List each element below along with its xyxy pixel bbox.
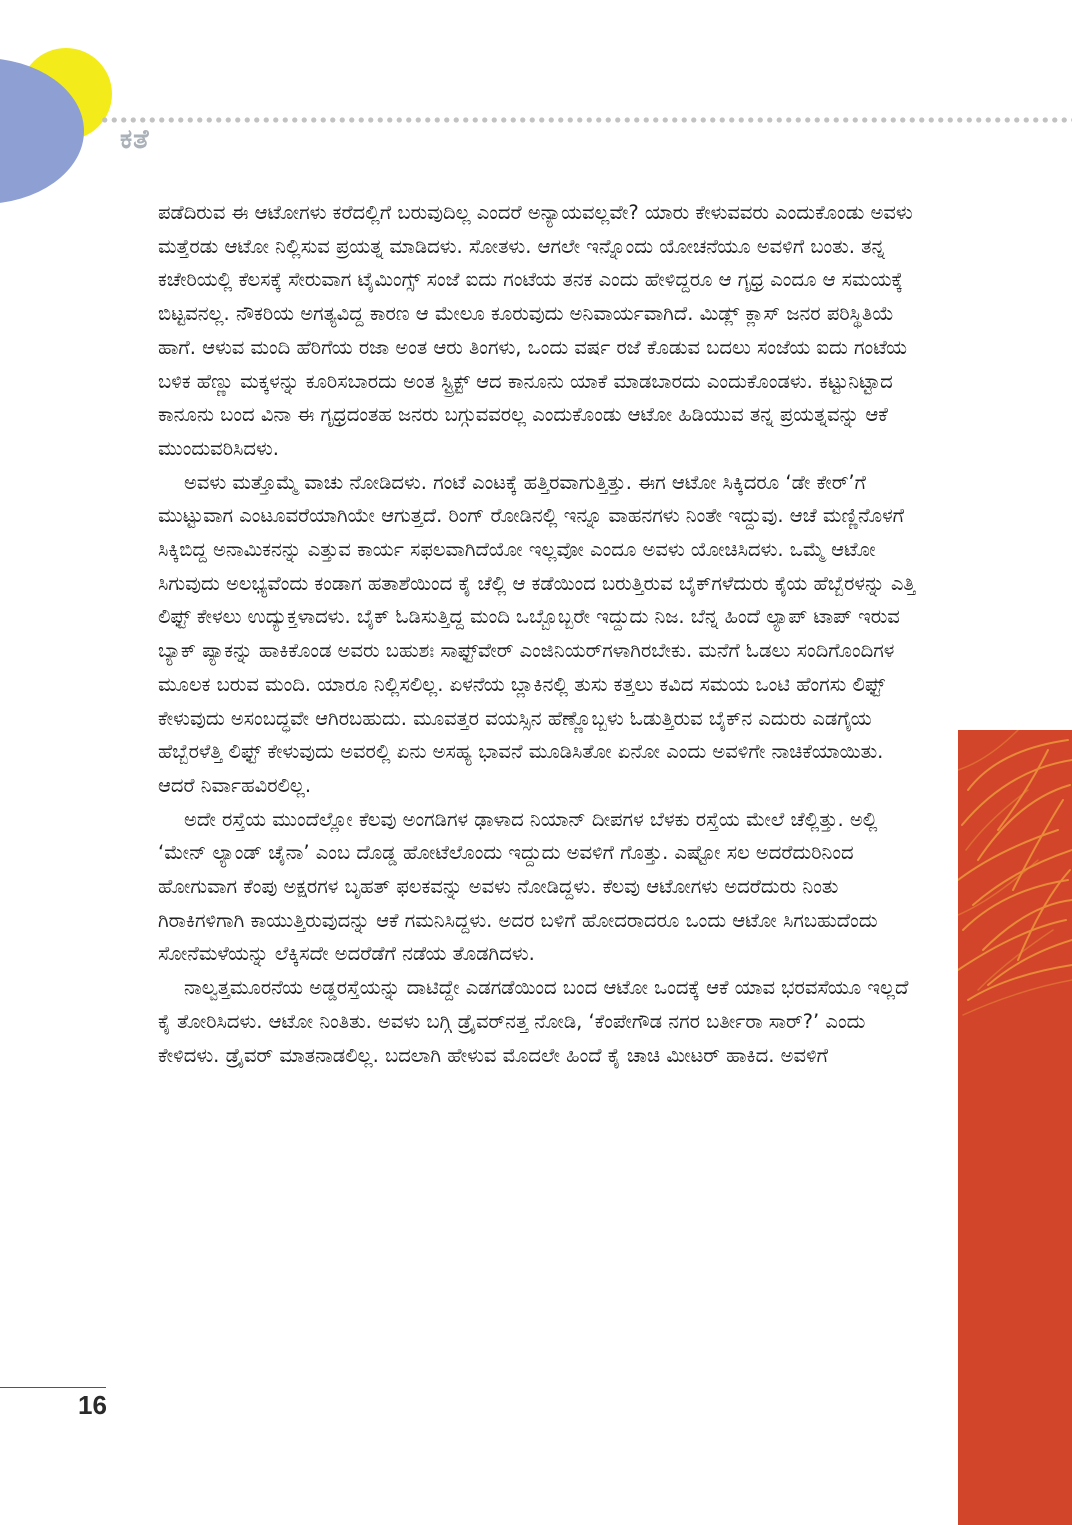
story-paragraph-4: ನಾಲ್ವತ್ತಮೂರನೆಯ ಅಡ್ಡರಸ್ತೆಯನ್ನು ದಾಟಿದ್ದೇ ಎಡಗಡೆಯಿಂದ ಬಂದ ಆಟೋ ಒಂದಕ್ಕೆ ಆಕೆ ಯಾವ ಭರವಸೆಯೂ ಇಲ್ಲದೆ ಕೈ ತೋರಿಸಿದಳು. ಆಟೋ ನಿಂತಿತು. ಅವಳು ಬಗ್ಗಿ ಡ್ರೈವರ್‌ನತ್ತ ನೋಡಿ, ‘ಕೆಂಪೇಗೌಡ ನಗರ ಬರ್ತೀರಾ ಸಾರ್?’ ಎಂದು ಕೇಳಿದಳು. ಡ್ರೈವರ್ ಮಾತನಾಡಲಿಲ್ಲ. ಬದಲಾಗಿ ಹೇಳುವ ಮೊದಲೇ ಹಿಂದೆ ಕೈ ಚಾಚಿ ಮೀಟರ್ ಹಾಕಿದ. ಅವಳಿಗೆ — [158, 976, 909, 1067]
story-body — [158, 196, 918, 1072]
brush-texture — [958, 730, 1072, 1525]
dotted-header-rule — [100, 116, 1072, 124]
decorative-red-panel — [958, 730, 1072, 1525]
footer-rule — [0, 1387, 106, 1388]
story-paragraph-1: ಪಡೆದಿರುವ ಈ ಆಟೋಗಳು ಕರೆದಲ್ಲಿಗೆ ಬರುವುದಿಲ್ಲ ಎಂದರೆ ಅನ್ಯಾಯವಲ್ಲವೇ? ಯಾರು ಕೇಳುವವರು ಎಂದುಕೊಂಡು ಅವಳು ಮತ್ತೆರಡು ಆಟೋ ನಿಲ್ಲಿಸುವ ಪ್ರಯತ್ನ ಮಾಡಿದಳು. ಸೋತಳು. ಆಗಲೇ ಇನ್ನೊಂದು ಯೋಚನೆಯೂ ಅವಳಿಗೆ ಬಂತು. ತನ್ನ ಕಚೇರಿಯಲ್ಲಿ ಕೆಲಸಕ್ಕೆ ಸೇರುವಾಗ ಟೈಮಿಂಗ್ಸ್ ಸಂಜೆ ಐದು ಗಂಟೆಯ ತನಕ ಎಂದು ಹೇಳಿದ್ದರೂ ಆ ಗೃಧ್ರ ಎಂದೂ ಆ ಸಮಯಕ್ಕೆ ಬಿಟ್ಟವನಲ್ಲ. ನೌಕರಿಯ ಅಗತ್ಯವಿದ್ದ ಕಾರಣ ಆ ಮೇಲೂ ಕೂರುವುದು ಅನಿವಾರ್ಯವಾಗಿದೆ. ಮಿಡ್ಲ್ ಕ್ಲಾಸ್ ಜನರ ಪರಿಸ್ಥಿತಿಯೆ ಹಾಗೆ. ಆಳುವ ಮಂದಿ ಹೆರಿಗೆಯ ರಜಾ ಅಂತ ಆರು ತಿಂಗಳು, ಒಂದು ವರ್ಷ ರಜೆ ಕೊಡುವ ಬದಲು ಸಂಜೆಯ ಐದು ಗಂಟೆಯ ಬಳಿಕ ಹೆಣ್ಣು ಮಕ್ಕಳನ್ನು ಕೂರಿಸಬಾರದು ಅಂತ ಸ್ಟ್ರಿಕ್ಟ್ ಆದ ಕಾನೂನು ಯಾಕೆ ಮಾಡಬಾರದು ಎಂದುಕೊಂಡಳು. ಕಟ್ಟುನಿಟ್ಟಾದ ಕಾನೂನು ಬಂದ ವಿನಾ ಈ ಗೃಧ್ರದಂತಹ ಜನರು ಬಗ್ಗುವವರಲ್ಲ ಎಂದುಕೊಂಡು ಆಟೋ ಹಿಡಿಯುವ ತನ್ನ ಪ್ರಯತ್ನವನ್ನು ಆಕೆ ಮುಂದುವರಿಸಿದಳು. — [158, 201, 913, 460]
page-number: 16 — [78, 1390, 107, 1420]
section-label: ಕತೆ — [120, 124, 150, 155]
story-paragraph-2: ಅವಳು ಮತ್ತೊಮ್ಮೆ ವಾಚು ನೋಡಿದಳು. ಗಂಟೆ ಎಂಟಕ್ಕೆ ಹತ್ತಿರವಾಗುತ್ತಿತ್ತು. ಈಗ ಆಟೋ ಸಿಕ್ಕಿದರೂ ‘ಡೇ ಕೇರ್’ಗೆ ಮುಟ್ಟುವಾಗ ಎಂಟೂವರೆಯಾಗಿಯೇ ಆಗುತ್ತದೆ. ರಿಂಗ್ ರೋಡಿನಲ್ಲಿ ಇನ್ನೂ ವಾಹನಗಳು ನಿಂತೇ ಇದ್ದುವು. ಆಚೆ ಮಣ್ಣಿನೊಳಗೆ ಸಿಕ್ಕಿಬಿದ್ದ ಅನಾಮಿಕನನ್ನು ಎತ್ತುವ ಕಾರ್ಯ ಸಫಲವಾಗಿದೆಯೋ ಇಲ್ಲವೋ ಎಂದೂ ಅವಳು ಯೋಚಿಸಿದಳು. ಒಮ್ಮೆ ಆಟೋ ಸಿಗುವುದು ಅಲಭ್ಯವೆಂದು ಕಂಡಾಗ ಹತಾಶೆಯಿಂದ ಕೈ ಚೆಲ್ಲಿ ಆ ಕಡೆಯಿಂದ ಬರುತ್ತಿರುವ ಬೈಕ್‌ಗಳೆದುರು ಕೈಯ ಹೆಬ್ಬೆರಳನ್ನು ಎತ್ತಿ ಲಿಫ್ಟ್ ಕೇಳಲು ಉದ್ಯುಕ್ತಳಾದಳು. ಬೈಕ್ ಓಡಿಸುತ್ತಿದ್ದ ಮಂದಿ ಒಬ್ಬೊಬ್ಬರೇ ಇದ್ದುದು ನಿಜ. ಬೆನ್ನ ಹಿಂದೆ ಲ್ಯಾಪ್ ಟಾಪ್ ಇರುವ ಬ್ಯಾಕ್ ಪ್ಯಾಕನ್ನು ಹಾಕಿಕೊಂಡ ಅವರು ಬಹುಶಃ ಸಾಫ್ಟ್‌ವೇರ್ ಎಂಜಿನಿಯರ್‌ಗಳಾಗಿರಬೇಕು. ಮನೆಗೆ ಓಡಲು ಸಂದಿಗೊಂದಿಗಳ ಮೂಲಕ ಬರುವ ಮಂದಿ. ಯಾರೂ ನಿಲ್ಲಿಸಲಿಲ್ಲ. ಏಳನೆಯ ಬ್ಲಾಕಿನಲ್ಲಿ ತುಸು ಕತ್ತಲು ಕವಿದ ಸಮಯ ಒಂಟಿ ಹೆಂಗಸು ಲಿಫ್ಟ್ ಕೇಳುವುದು ಅಸಂಬದ್ಧವೇ ಆಗಿರಬಹುದು. ಮೂವತ್ತರ ವಯಸ್ಸಿನ ಹೆಣ್ಣೊಬ್ಬಳು ಓಡುತ್ತಿರುವ ಬೈಕ್‌ನ ಎದುರು ಎಡಗೈಯ ಹೆಬ್ಬೆರಳೆತ್ತಿ ಲಿಫ್ಟ್ ಕೇಳುವುದು ಅವರಲ್ಲಿ ಏನು ಅಸಹ್ಯ ಭಾವನೆ ಮೂಡಿಸಿತೋ ಏನೋ ಎಂದು ಅವಳಿಗೇ ನಾಚಿಕೆಯಾಯಿತು. ಆದರೆ ನಿರ್ವಾಹವಿರಲಿಲ್ಲ. — [158, 470, 916, 797]
story-paragraph-3: ಅದೇ ರಸ್ತೆಯ ಮುಂದೆಲ್ಲೋ ಕೆಲವು ಅಂಗಡಿಗಳ ಢಾಳಾದ ನಿಯಾನ್ ದೀಪಗಳ ಬೆಳಕು ರಸ್ತೆಯ ಮೇಲೆ ಚೆಲ್ಲಿತ್ತು. ಅಲ್ಲಿ ‘ಮೇನ್ ಲ್ಯಾಂಡ್ ಚೈನಾ’ ಎಂಬ ದೊಡ್ಡ ಹೋಟೆಲೊಂದು ಇದ್ದುದು ಅವಳಿಗೆ ಗೊತ್ತು. ಎಷ್ಟೋ ಸಲ ಅದರೆದುರಿನಿಂದ ಹೋಗುವಾಗ ಕೆಂಪು ಅಕ್ಷರಗಳ ಬೃಹತ್ ಫಲಕವನ್ನು ಅವಳು ನೋಡಿದ್ದಳು. ಕೆಲವು ಆಟೋಗಳು ಅದರೆದುರು ನಿಂತು ಗಿರಾಕಿಗಳಿಗಾಗಿ ಕಾಯುತ್ತಿರುವುದನ್ನು ಆಕೆ ಗಮನಿಸಿದ್ದಳು. ಅದರ ಬಳಿಗೆ ಹೋದರಾದರೂ ಒಂದು ಆಟೋ ಸಿಗಬಹುದೆಂದು ಸೋನೆಮಳೆಯನ್ನು ಲೆಕ್ಕಿಸದೇ ಅದರೆಡೆಗೆ ನಡೆಯ ತೊಡಗಿದಳು. — [158, 807, 878, 966]
